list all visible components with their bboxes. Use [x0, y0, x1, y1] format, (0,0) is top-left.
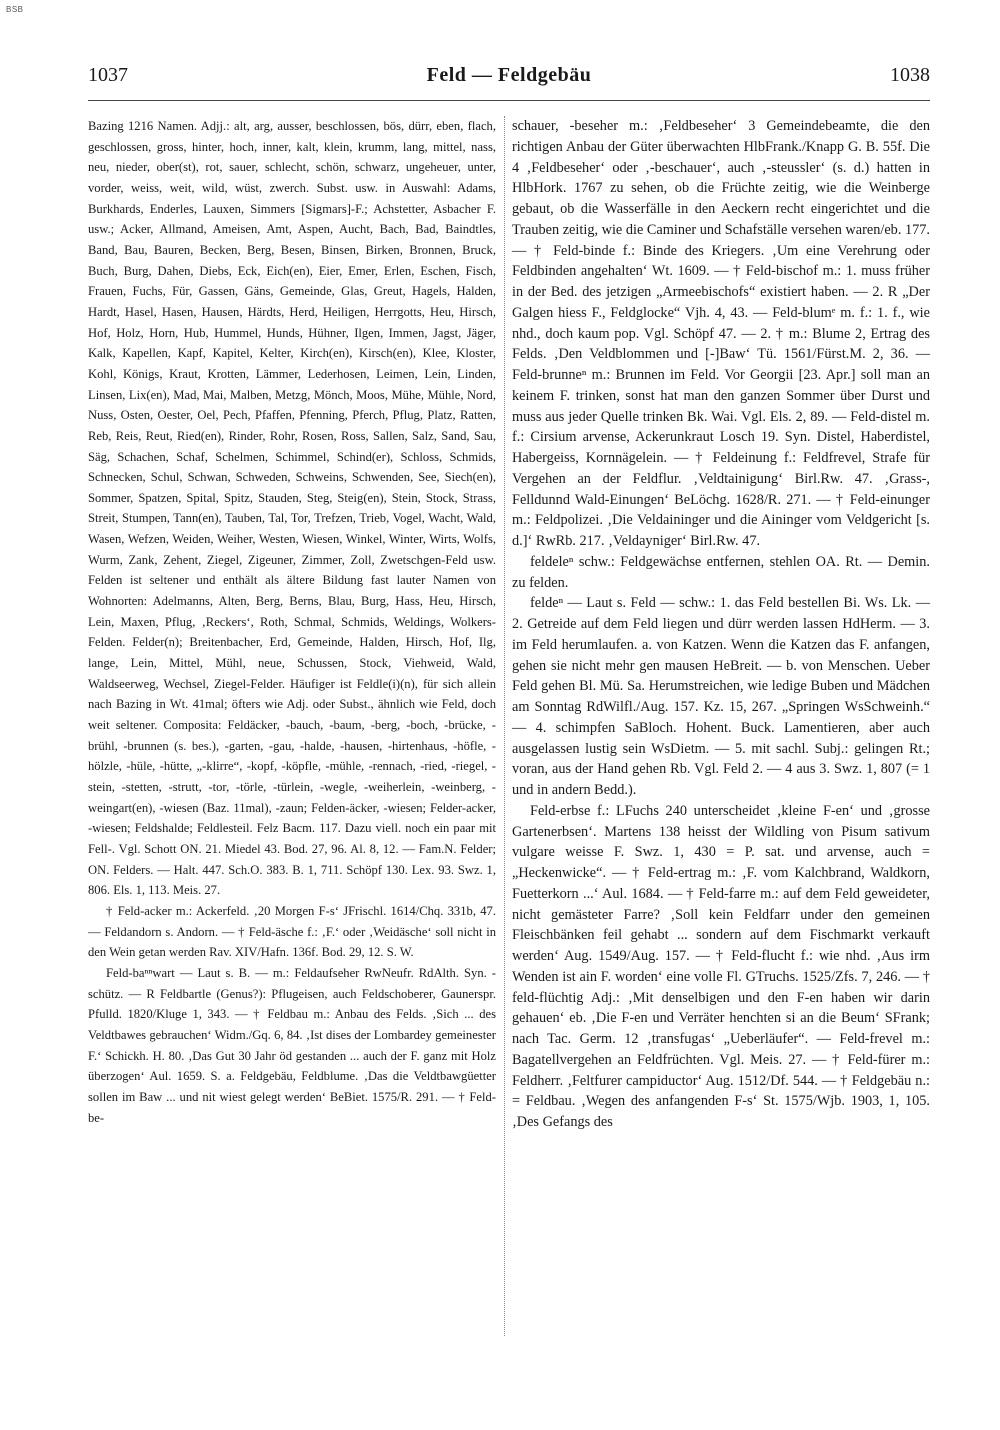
- header-rule: [88, 100, 930, 101]
- right-column: [512, 116, 930, 1133]
- entry-paragraph: schauer, -beseher m.: ‚Feldbeseher‘ 3 Gemeindebeamte, die den richtigen Anbau der Güter überwachten HlbFrank./Knapp G. B. 55f. Die 4 ‚Feldbeseher‘ oder ‚-beschauer‘, auch ‚-steussler‘ (s. d.) hatten in HlbHork. 1767 zu sehen, ob die Früchte zeitig, wie die Weinberge gebaut, ob die Wasserfälle in den Aeckern recht eingerichtet und die Trauben zeitig, wie die Caminer und Schafställe versehen waren/eb. 177. — † Feld-binde f.: Binde des Kriegers. ‚Um eine Verehrung oder Feldbinden angehalten‘ Wt. 1609. — † Feld-bischof m.: 1. muss früher in der Bed. des jetzigen „Armeebischofs“ existiert haben. — 2. R „Der Galgen hiess F., Feldglocke“ Vjh. 4, 43. — Feld-blumᵉ m. f.: 1. f., wie nhd., doch kaum pop. Vgl. Schöpf 47. — 2. † m.: Blume 2, Ertrag des Felds. ‚Den Veldblommen und [-]Baw‘ Tü. 1561/Fürst.M. 2, 36. — Feld-brunneⁿ m.: Brunnen im Feld. Vor Georgii [23. Apr.] soll man an keinem F. trinken, sonst hat man den ganzen Sommer über Durst und muss aus jeder Quelle trinken Bk. Wai. Vgl. Els. 2, 89. — Feld-distel m. f.: Cirsium arvense, Ackerunkraut Losch 19. Syn. Distel, Haberdistel, Habergeiss, Kornnägelein. — † Feldeinung f.: Feldfrevel, Strafe für Vergehen an der Feldflur. ‚Veldtainigung‘ Birl.Rw. 47. ‚Grass-, Felldunnd Wald-Einungen‘ BeLöchg. 1628/R. 271. — † Feld-einunger m.: Feldpolizei. ‚Die Veldaininger und die Aininger vom Veldgericht [s. d.]‘ RwRb. 217. ‚Veldayniger‘ Birl.Rw. 47.: [512, 118, 930, 549]
- entry-paragraph: feldeleⁿ schw.: Feldgewächse entfernen, stehlen OA. Rt. — Demin. zu felden.: [512, 553, 930, 591]
- page-number-right: 1038: [890, 64, 930, 86]
- page-number-left: 1037: [88, 64, 128, 86]
- column-divider: [504, 116, 505, 1336]
- entry-paragraph: Feld-baⁿⁿwart — Laut s. B. — m.: Feldaufseher RwNeufr. RdAlth. Syn. -schütz. — R Feldbartle (Genus?): Pflugeisen, auch Feldschoberer, Gaunerspr. Pfulld. 1820/Kluge 1, 343. — † Feldbau m.: Anbau des Felds. ‚Sich ... des Veldtbawes gebrauchen‘ Widm./Gq. 6, 84. ‚Ist dises der Lombardey gemeinester F.‘ Schickh. H. 80. ‚Das Gut 30 Jahr öd gestanden ... auch der F. ganz mit Holz überzogen‘ Aul. 1659. S. a. Feldgebäu, Feldblume. ‚Das die Veldtbawgüetter sollen im Baw ... und nit wiest gelegt werden‘ BeBiet. 1575/R. 291. — † Feld-be-: [88, 965, 496, 1125]
- entry-paragraph: feldeⁿ — Laut s. Feld — schw.: 1. das Feld bestellen Bi. Ws. Lk. — 2. Getreide auf dem Feld liegen und dürr werden lassen HdHerm. — 3. im Feld herumlaufen. a. von Katzen. Wenn die Katzen das F. anfangen, gehen sie nicht mehr gen mausen HeBreit. — b. von Menschen. Ueber Feld gehen Bl. Mü. Sa. Herumstreichen, wie ledige Buben und Mädchen am Sonntag RdWilfl./Aug. 157. Kz. 15, 267. „Springen WsSchweinh.“ — 4. schimpfen SaBloch. Hohent. Buck. Lamentieren, aber auch ausgelassen lustig sein WsDietm. — 5. mit sachl. Subj.: gelingen Rt.; voran, aus der Hand gehen Rb. Vgl. Feld 2. — 4 aus 3. Swz. 1, 807 (= 1 und in andern Bedd.).: [512, 595, 930, 798]
- entry-paragraph: Bazing 1216 Namen. Adjj.: alt, arg, ausser, beschlossen, bös, dürr, eben, flach, geschlossen, gross, hinter, hoch, inner, kalt, klein, krumm, lang, mittel, nass, neu, nieder, ober(st), rot, sauer, schlecht, schön, schwarz, ungeheuer, unter, vorder, weiss, weit, wild, wüst, zwerch. Subst. usw. in Auswahl: Adams, Burkhards, Enderles, Lauxen, Simmers [Sigmars]-F.; Achstetter, Asbacher F. usw.; Acker, Allmand, Ameisen, Amt, Aspen, Aucht, Bach, Bad, Baindtles, Band, Bau, Bauren, Becken, Berg, Besen, Binsen, Birken, Bronnen, Bruck, Buch, Burg, Dahen, Diebs, Eck, Eich(en), Eier, Emer, Erlen, Eschen, Fisch, Frauen, Fuchs, Für, Gassen, Gäns, Gemeinde, Glas, Greut, Hagels, Halden, Hardt, Hasel, Hasen, Hausen, Härdts, Herd, Heiligen, Herrgotts, Heu, Hirsch, Hof, Holz, Horn, Hub, Hummel, Hunds, Hühner, Ilgen, Immen, Jagst, Jäger, Kalk, Kapellen, Kapf, Kapitel, Kelter, Kirch(en), Kirsch(en), Klee, Kloster, Kohl, Königs, Kraut, Krotten, Lämmer, Lederhosen, Leimen, Lein, Linden, Linsen, Lix(en), Mad, Mai, Malben, Metzg, Mönch, Moos, Mühe, Mühle, Nord, Nuss, Osten, Oester, Oel, Pech, Pfaffen, Pfenning, Pferch, Pflug, Platz, Ratten, Reb, Reis, Reut, Ried(en), Rinder, Rohr, Rosen, Ross, Sallen, Salz, Sand, Sau, Säg, Schachen, Schaf, Schelmen, Schimmel, Schind(er), Schloss, Schmids, Schnecken, Schul, Schwan, Schweden, Schweins, Schwenden, See, Siech(en), Sommer, Spatzen, Spital, Spitz, Stauden, Steg, Steig(en), Stein, Stock, Strass, Streit, Stumpen, Tann(en), Tauben, Tal, Tor, Trefzen, Trieb, Vogel, Wacht, Wald, Wasen, Wefzen, Weiden, Weiher, Westen, Wiesen, Winkel, Winter, Wirts, Wolfs, Wurm, Zank, Zehent, Ziegel, Zigeuner, Zimmer, Zoll, Zwetschgen-Feld usw. Felden ist seltener und enthält als ältere Bildung fast lauter Namen von Wohnorten: Adelmanns, Alten, Berg, Berns, Blau, Burg, Hass, Heu, Hirsch, Lein, Maxen, Pflug, ‚Reckers‘, Roth, Schmal, Schmids, Weldings, Wolkers-Felden. Felder(n); Breitenbacher, Erd, Gemeinde, Halden, Hirsch, Hof, Ilg, lange, Lein, Mittel, Mühl, neue, Schussen, Stock, Viehweid, Wald, Waldseerweg, Wechsel, Ziegel-Felder. Häufiger ist Feldle(i)(n), für sich allein nach Bazing in Wt. 41mal; öfters wie Adj. oder Subst., ähnlich wie Feld, doch weit seltener. Composita: Feldäcker, -bauch, -baum, -berg, -boch, -brücke, -brühl, -brunnen (s. bes.), -garten, -gau, -halde, -hausen, -hirtenhaus, -höfle, -hölzle, -hüle, -hütte, „-klirre“, -kopf, -köpfle, -mühle, -rennach, -ried, -riegel, -stein, -stetten, -strutt, -tor, -törle, -türlein, -wegle, -weiherlein, -weinberg, -weingart(en), -wiesen (Baz. 11mal), -zaun; Felden-äcker, -wiesen; Felder-acker, -wiesen; Feldshalde; Feldlesteil. Felz Bacm. 117. Dazu viell. noch ein paar mit Fell-. Vgl. Schott ON. 21. Miedel 43. Bod. 27, 96. Al. 8, 12. — Fam.N. Felder; ON. Felders. — Halt. 447. Sch.O. 383. B. 1, 711. Schöpf 130. Lex. 93. Swz. 1, 806. Els. 1, 113. Meis. 27.: [88, 119, 496, 898]
- running-title: Feld — Feldgebäu: [426, 64, 592, 86]
- entry-paragraph: † Feld-acker m.: Ackerfeld. ‚20 Morgen F-s‘ JFrischl. 1614/Chq. 331b, 47. — Feldandorn s. Andorn. — † Feld-äsche f.: ‚F.‘ oder ‚Weidäsche‘ soll nicht in den Wein getan werden Rav. XIV/Hafn. 136f. Bod. 29, 12. S. W.: [88, 903, 496, 960]
- library-stamp: BSB: [6, 5, 24, 14]
- entry-paragraph: Feld-erbse f.: LFuchs 240 unterscheidet ‚kleine F-en‘ und ‚grosse Gartenerbsen‘. Martens 138 heisst der Wildling von Pisum sativum vulgare weisse F. Swz. 1, 430 = P. sat. und arvense, auch = „Heckenwicke“. — † Feld-ertrag m.: ‚F. vom Kalchbrand, Waldkorn, Fuetterkorn ...‘ Aul. 1684. — † Feld-farre m.: auf dem Feld geweideter, nicht gemästeter Farre? ‚Soll kein Feldfarr under den gemeinen Fleischbänken feil gehabt ... sondern auf dem Fischmarkt verkauft werden‘ Aug. 1549/Aug. 157. — † Feld-flucht f.: wie nhd. ‚Aus irm Wenden ist ain F. worden‘ eine volle Fl. GTruchs. 1525/Zfs. 7, 246. — † feld-flüchtig Adj.: ‚Mit denselbigen und den F-en haben wir darin gehauen‘ eb. ‚Die F-en und Verräter henchten si an die Beum‘ SFrank; nach Tac. Germ. 12 ‚transfugas‘ „Ueberläufer“. — Feld-frevel m.: Bagatellvergehen an Feldfrüchten. Vgl. Meis. 27. — † Feld-fürer m.: Feldherr. ‚Feltfurer campiductor‘ Aug. 1512/Df. 544. — † Feldgebäu n.: = Feldbau. ‚Wegen des anfangenden F-s‘ St. 1575/Wjb. 1903, 1, 105. ‚Des Gefangs des: [512, 802, 930, 1130]
- left-column: [88, 116, 496, 1128]
- page-header: [88, 64, 930, 94]
